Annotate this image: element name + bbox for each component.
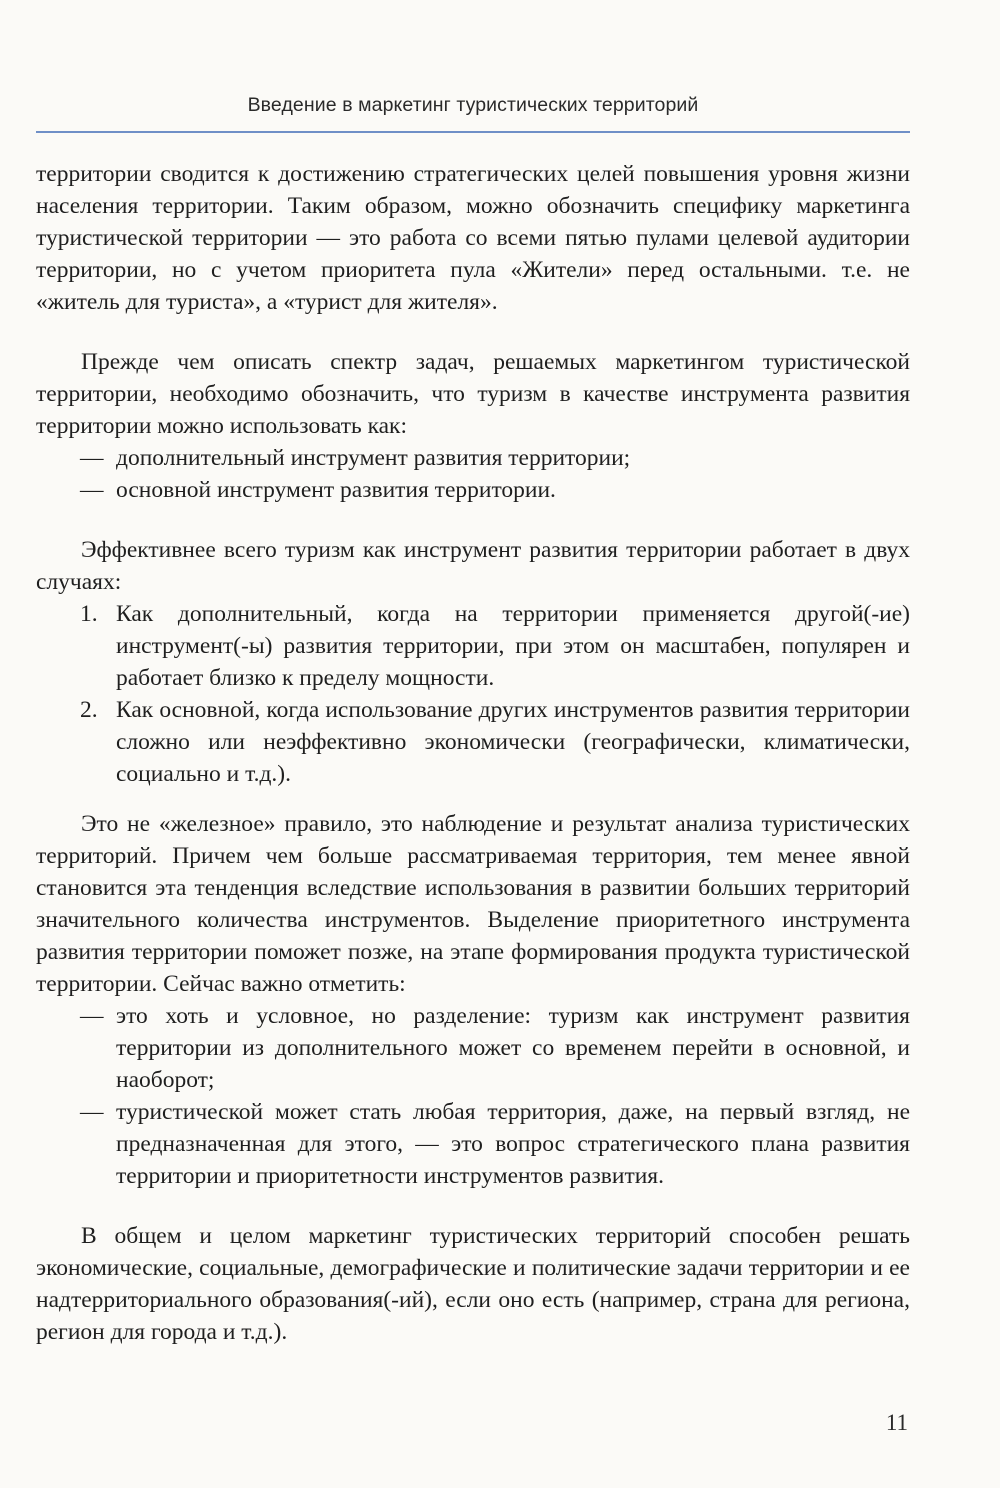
list-item — [36, 442, 910, 474]
list-item-text: основной инструмент развития территории. — [116, 477, 556, 503]
list-item-text: Как основной, когда использование других инструментов развития территории сложно или неэффективно экономически (географически, климатически, социально и т.д.). — [116, 697, 910, 787]
paragraph-summary: В общем и целом маркетинг туристических территорий способен решать экономические, социальные, демографические и политические задачи территории и ее надтерриториального образования(-ий), если оно есть (например, страна для региона, регион для города и т.д.). — [36, 1223, 910, 1345]
list-item — [36, 598, 910, 694]
dash-marker: — — [80, 477, 104, 503]
paragraph-two-cases: Эффективнее всего туризм как инструмент развития территории работает в двух случаях: — [36, 537, 910, 595]
paragraph-gap — [36, 506, 910, 534]
list-item — [36, 474, 910, 506]
dash-marker: — — [80, 445, 104, 471]
paragraph-gap — [36, 318, 910, 346]
paragraph-gap — [36, 1192, 910, 1220]
notes-list — [36, 1000, 910, 1192]
paragraph-tools-intro: Прежде чем описать спектр задач, решаемых маркетингом туристической территории, необходимо обозначить, что туризм в качестве инструмента развития территории можно использовать как: — [36, 349, 910, 439]
running-header: Введение в маркетинг туристических территорий — [247, 94, 699, 116]
dash-marker: — — [80, 1099, 104, 1125]
list-item — [36, 694, 910, 790]
list-item — [36, 1000, 910, 1096]
cases-list — [36, 598, 910, 790]
tool-types-list — [36, 442, 910, 506]
list-item-text: дополнительный инструмент развития территории; — [116, 445, 631, 471]
header-rule — [36, 131, 910, 133]
page-content — [36, 158, 910, 1348]
page-number: 11 — [885, 1410, 908, 1435]
paragraph-continuation: территории сводится к достижению стратегических целей повышения уровня жизни населения территории. Таким образом, можно обозначить специфику маркетинга туристической территории — это работа со всеми пятью пулами целевой аудитории территории, но с учетом приоритета пула «Жители» перед остальными. т.е. не «житель для туриста», а «турист для жителя». — [36, 161, 910, 315]
dash-marker: — — [80, 1003, 104, 1029]
number-marker: 2. — [80, 697, 98, 723]
list-item — [36, 1096, 910, 1192]
list-item-text: туристической может стать любая территория, даже, на первый взгляд, не предназначенная для этого, — это вопрос стратегического плана развития территории и приоритетности инструментов развития. — [116, 1099, 910, 1189]
paragraph-observation: Это не «железное» правило, это наблюдение и результат анализа туристических территорий. Причем чем больше рассматриваемая территория, тем менее явной становится эта тенденция вследствие использования в развитии больших территорий значительного количества инструментов. Выделение приоритетного инструмента развития территории поможет позже, на этапе формирования продукта туристической территории. Сейчас важно отметить: — [36, 811, 910, 997]
number-marker: 1. — [80, 601, 98, 627]
list-item-text: это хоть и условное, но разделение: туризм как инструмент развития территории из дополнительного может со временем перейти в основной, и наоборот; — [116, 1003, 910, 1093]
paragraph-gap — [36, 790, 910, 808]
list-item-text: Как дополнительный, когда на территории применяется другой(-ие) инструмент(-ы) развития территории, при этом он масштабен, популярен и работает близко к пределу мощности. — [116, 601, 910, 691]
